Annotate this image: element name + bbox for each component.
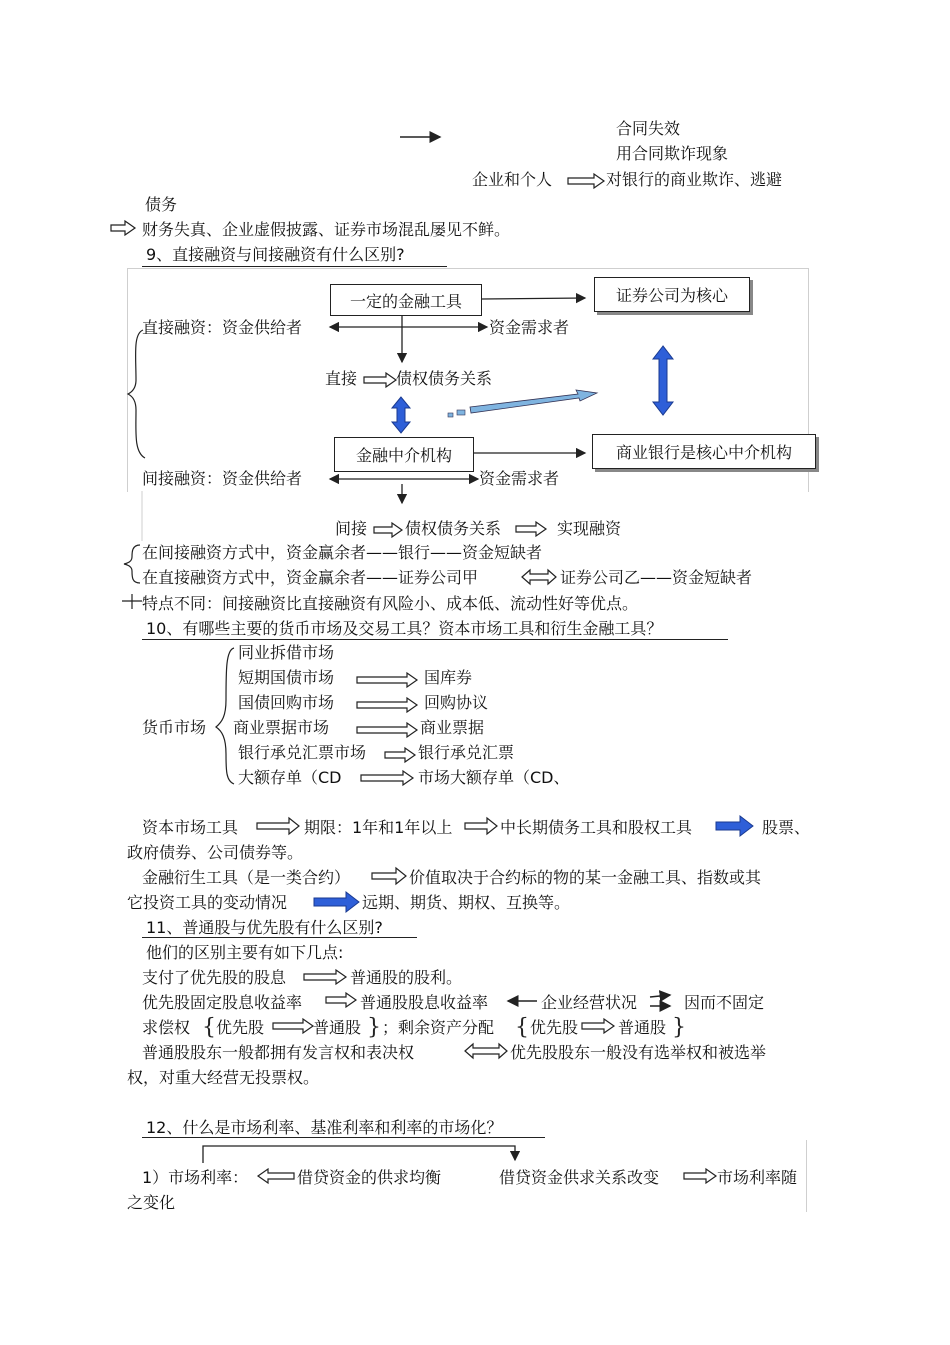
q12-l1a: 1）市场利率： — [142, 1168, 249, 1187]
blue-arrow-icon — [314, 892, 359, 912]
q11-l4c: 权，对重大经营无投票权。 — [127, 1068, 320, 1087]
derivative-label: 金融衍生工具（是一类合约） — [142, 868, 351, 887]
bracket-line — [203, 1146, 515, 1163]
capital-tools-text: 中长期债务工具和股权工具 — [500, 818, 693, 837]
q11-l2c: 企业经营状况 — [541, 993, 638, 1012]
enterprise-text: 企业和个人 — [472, 170, 553, 189]
left-curly-icon: { — [515, 1015, 529, 1040]
money-market-label: 货币市场 — [142, 718, 207, 737]
q11-l4b: 优先股股东一般没有选举权和被选举 — [510, 1043, 767, 1062]
q11-l4a: 普通股股东一般都拥有发言权和表决权 — [142, 1043, 415, 1062]
small-brace-icon — [124, 545, 140, 583]
market-item: 国债回购市场 — [238, 693, 335, 712]
indirect-label: 间接 — [335, 519, 368, 538]
box-financial-tool: 一定的金融工具 — [330, 284, 482, 316]
market-item: 银行承兑汇票市场 — [238, 743, 367, 762]
q11-l2b: 普通股股息收益率 — [360, 993, 489, 1012]
q11-l2a: 优先股固定股息收益率 — [142, 993, 303, 1012]
derivative-change-text: 它投资工具的变动情况 — [127, 893, 288, 912]
contract-invalid-text: 合同失效 — [616, 119, 681, 138]
direct-chain-text-a: 在直接融资方式中，资金赢余者——证券公司甲 — [142, 568, 479, 587]
derivative-types-text: 远期、期货、期权、互换等。 — [362, 893, 571, 912]
indirect-supplier-text: 间接融资：资金供给者 — [142, 469, 303, 488]
hollow-arrow-icon — [257, 818, 299, 834]
derivative-value-text: 价值取决于合约标的物的某一金融工具、指数或其 — [409, 868, 762, 887]
q10-title: 10、有哪些主要的货币市场及交易工具？资本市场工具和衍生金融工具？ — [146, 619, 663, 638]
hollow-arrow-icon — [304, 970, 346, 984]
hollow-arrow-icon — [273, 1019, 313, 1033]
capital-market-label: 资本市场工具 — [142, 818, 239, 837]
instrument-item: 回购协议 — [424, 693, 489, 712]
direct-demander-text: 资金需求者 — [489, 318, 570, 337]
market-item: 短期国债市场 — [238, 668, 335, 687]
hollow-arrow-icon — [684, 1169, 716, 1183]
hollow-left-arrow-icon — [258, 1169, 294, 1183]
capital-bonds-text: 政府债券、公司债券等。 — [127, 843, 304, 862]
hollow-arrow-icon — [582, 1019, 614, 1033]
dotted-arrow-dot — [448, 413, 453, 417]
q12-l1c: 借贷资金供求关系改变 — [499, 1168, 660, 1187]
hollow-arrow-icon — [361, 771, 413, 785]
hollow-arrow-icon — [357, 673, 417, 687]
indirect-relation-text: 债权债务关系 — [405, 519, 502, 538]
direct-relation-text: 债权债务关系 — [396, 369, 493, 388]
dotted-arrow-dot — [457, 410, 465, 415]
q11-l2d: 因而不固定 — [684, 993, 765, 1012]
capital-term-text: 期限：1年和1年以上 — [304, 818, 453, 837]
left-brace-icon — [128, 330, 145, 458]
direct-label: 直接 — [325, 369, 358, 388]
q11-l1a: 支付了优先股的股息 — [142, 968, 287, 987]
blue-double-arrow-icon — [653, 346, 673, 415]
instrument-item: 国库券 — [424, 668, 473, 687]
contract-fraud-text: 用合同欺诈现象 — [616, 144, 729, 163]
q11-l3a: 求偿权 — [142, 1018, 191, 1037]
hollow-arrow-icon — [111, 221, 135, 235]
direct-chain-text-b: 证券公司乙——资金短缺者 — [560, 568, 753, 587]
q12-l1e: 之变化 — [127, 1193, 176, 1212]
hollow-double-arrow-icon — [465, 1044, 507, 1058]
fraud-bank-text: 对银行的商业欺诈、逃避 — [606, 170, 783, 189]
q11-l3c: 普通股 — [313, 1018, 362, 1037]
box-securities-core: 证券公司为核心 — [594, 277, 750, 312]
right-curly-icon: } — [672, 1015, 686, 1040]
left-curly-icon: { — [202, 1015, 216, 1040]
direct-supplier-text: 直接融资：资金供给者 — [142, 318, 303, 337]
blue-arrow-icon — [716, 816, 753, 836]
hollow-arrow-icon — [326, 993, 356, 1007]
hollow-double-arrow-icon — [522, 570, 556, 584]
market-item: 同业拆借市场 — [238, 643, 335, 662]
q11-l3b: 优先股 — [216, 1018, 265, 1037]
hollow-arrow-icon — [465, 818, 497, 834]
indirect-demander-text: 资金需求者 — [479, 469, 560, 488]
market-item: 商业票据市场 — [233, 718, 330, 737]
q11-intro: 他们的区别主要有如下几点: — [146, 943, 344, 962]
blue-double-arrow-icon — [392, 397, 410, 433]
q11-l3d: ；剩余资产分配 — [382, 1018, 495, 1037]
q12-l1d: 市场利率随 — [717, 1168, 798, 1187]
q11-l3f: 普通股 — [618, 1018, 667, 1037]
q11-l1b: 普通股的股利。 — [350, 968, 463, 987]
box-intermediary: 金融中介机构 — [334, 437, 474, 472]
market-item: 大额存单（CD — [238, 768, 342, 787]
hollow-arrow-icon — [364, 373, 396, 387]
q11-title: 11、普通股与优先股有什么区别? — [146, 918, 383, 937]
light-arrow-icon — [470, 390, 597, 413]
hollow-arrow-icon — [374, 523, 402, 537]
instrument-item: 市场大额存单（CD、 — [418, 768, 570, 787]
q11-l3e: 优先股 — [530, 1018, 579, 1037]
q12-title: 12、什么是市场利率、基准利率和利率的市场化？ — [146, 1118, 503, 1137]
box-commercial-bank: 商业银行是核心中介机构 — [592, 434, 816, 469]
right-curly-icon: } — [367, 1015, 381, 1040]
money-market-brace-icon — [216, 648, 234, 784]
indirect-chain-text: 在间接融资方式中，资金赢余者——银行——资金短缺者 — [142, 543, 543, 562]
hollow-arrow-icon — [568, 174, 604, 188]
hollow-arrow-icon — [372, 868, 406, 884]
hollow-arrow-icon — [357, 723, 417, 737]
realize-financing-text: 实现融资 — [557, 519, 622, 538]
exchange-arrow-top — [650, 995, 670, 997]
hollow-arrow-icon — [357, 698, 417, 712]
finance-distortion-text: 财务失真、企业虚假披露、证券市场混乱屡见不鲜。 — [142, 220, 511, 239]
hollow-arrow-icon — [385, 748, 415, 762]
hollow-arrow-icon — [516, 522, 546, 536]
feature-diff-text: 特点不同：间接融资比直接融资有风险小、成本低、流动性好等优点。 — [142, 594, 639, 613]
debt-text: 债务 — [145, 195, 178, 214]
q9-title: 9、直接融资与间接融资有什么区别? — [146, 245, 405, 264]
instrument-item: 商业票据 — [420, 718, 485, 737]
capital-stocks-text: 股票、 — [762, 818, 811, 837]
tool-to-securities-arrow — [482, 298, 585, 299]
instrument-item: 银行承兑汇票 — [418, 743, 515, 762]
q12-l1b: 借贷资金的供求均衡 — [297, 1168, 442, 1187]
